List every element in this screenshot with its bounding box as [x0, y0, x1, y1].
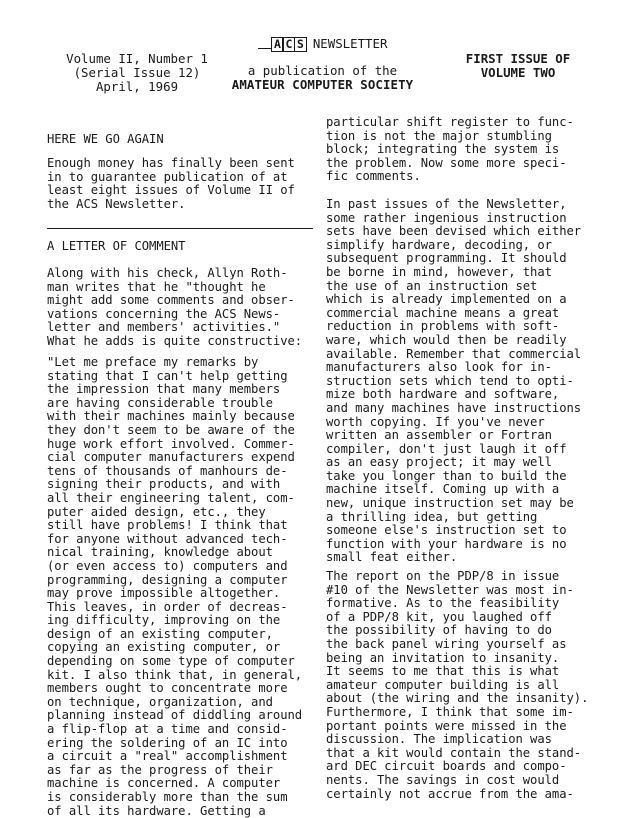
text-line: struction sets which tend to opti- [326, 373, 574, 388]
section-divider [47, 228, 313, 229]
text-line: puter aided design, etc., they [47, 504, 266, 519]
text-line: What he adds is quite constructive: [47, 333, 303, 348]
text-line: machine itself. Coming up with a [326, 482, 560, 497]
paragraph-letter-body [47, 356, 302, 818]
text-line: manufacturers also look for in- [326, 360, 552, 375]
text-line: certainly not accrue from the ama- [326, 786, 574, 801]
text-line: subsequent programming. It should [326, 251, 567, 266]
newsletter-label: NEWSLETTER [312, 36, 388, 51]
text-line: man writes that he "thought he [47, 279, 266, 294]
text-line: that a kit would contain the stand- [326, 745, 582, 760]
text-line: stating that I can't help getting [47, 368, 288, 383]
text-line: the back panel wiring yourself as [326, 636, 567, 651]
paragraph-continued [326, 116, 574, 184]
text-line: written an assembler or Fortran [326, 428, 552, 443]
text-line: being an invitation to insanity. [326, 650, 560, 665]
text-line: "Let me preface my remarks by [47, 355, 259, 369]
first-issue-line-1: FIRST ISSUE OF [465, 51, 571, 66]
paragraph-funding [47, 157, 295, 211]
text-line: #10 of the Newsletter was most in- [326, 582, 574, 597]
heading-letter-of-comment: A LETTER OF COMMENT [47, 239, 186, 253]
text-line: a flip-flop at a time and consid- [47, 722, 288, 737]
volume-number: Volume II, Number 1 [66, 51, 208, 66]
text-line: huge work effort involved. Commer- [47, 436, 295, 451]
text-line: the possibility of having to do [326, 623, 552, 638]
text-line: the impression that many members [47, 382, 281, 397]
text-line: design of an existing computer, [47, 626, 273, 641]
text-line: of all its hardware. Getting a [47, 803, 266, 818]
text-line: the use of an instruction set [326, 278, 538, 293]
text-line: ard DEC circuit boards and compo- [326, 759, 567, 774]
text-line: a circuit a "real" accomplishment [47, 749, 288, 764]
text-line: which is already implemented on a [326, 292, 567, 307]
text-line: tens of thousands of manhours de- [47, 463, 288, 478]
text-line: block; integrating the system is [326, 142, 560, 157]
text-line: formative. As to the feasibility [326, 596, 560, 611]
text-line: be borne in mind, however, that [326, 264, 552, 279]
text-line: It seems to me that this is what [326, 664, 560, 679]
text-line: depending on some type of computer [47, 654, 295, 669]
text-line: discussion. The implication was [326, 732, 552, 747]
text-line: particular shift register to func- [326, 115, 574, 129]
text-line: the problem. Now some more speci- [326, 155, 567, 170]
masthead-title [225, 36, 420, 92]
text-line: small feat either. [326, 550, 458, 565]
text-line: tion is not the major stumbling [326, 128, 552, 143]
text-line: may prove impossible altogether. [47, 586, 281, 601]
text-line: for anyone without advanced tech- [47, 531, 288, 546]
text-line: In past issues of the Newsletter, [326, 197, 567, 211]
text-line: are having considerable trouble [47, 395, 273, 410]
text-line: machine is concerned. A computer [47, 776, 281, 791]
text-line: cial computer manufacturers expend [47, 450, 295, 465]
issue-date: April, 1969 [95, 79, 179, 94]
text-line: and many machines have instructions [326, 400, 582, 415]
text-line: on technique, organization, and [47, 694, 273, 709]
text-line: signing their products, and with [47, 477, 281, 492]
text-line: ering the soldering of an IC into [47, 735, 288, 750]
text-line: as an easy project; it may well [326, 455, 552, 470]
text-line: take you longer than to build the [326, 468, 567, 483]
text-line: Enough money has finally been sent [47, 156, 295, 170]
text-line: ware, which would then be readily [326, 332, 567, 347]
text-line: might add some comments and obser- [47, 293, 295, 308]
logo-letter-s: S [294, 37, 307, 52]
text-line: nical training, knowledge about [47, 545, 273, 560]
logo-underline [258, 39, 272, 49]
text-line: about (the wiring and the insanity). [326, 691, 589, 706]
text-line: members ought to concentrate more [47, 681, 288, 696]
text-line: they don't seem to be aware of the [47, 422, 295, 437]
newsletter-logo [225, 36, 420, 52]
heading-here-we-go-again: HERE WE GO AGAIN [47, 132, 164, 146]
text-line: programming, designing a computer [47, 572, 288, 587]
text-line: someone else's instruction set to [326, 523, 567, 538]
text-line: Furthermore, I think that some im- [326, 704, 574, 719]
text-line: copying an existing computer, or [47, 640, 281, 655]
acs-logo [258, 37, 307, 52]
text-line: Along with his check, Allyn Roth- [47, 266, 288, 280]
text-line: in to guarantee publication of at [47, 169, 288, 184]
serial-issue: (Serial Issue 12) [73, 65, 201, 80]
issue-info [52, 52, 222, 94]
text-line: letter and members' activities." [47, 320, 281, 335]
text-line: reduction in problems with soft- [326, 319, 560, 334]
text-line: simplify hardware, decoding, or [326, 237, 552, 252]
text-line: (or even access to) computers and [47, 558, 288, 573]
text-line: portant points were missed in the [326, 718, 567, 733]
text-line: function with your hardware is no [326, 536, 567, 551]
text-line: still have problems! I think that [47, 518, 288, 533]
text-line: is considerably more than the sum [47, 790, 288, 804]
text-line: nents. The savings in cost would [326, 772, 560, 787]
text-line: mize both hardware and software, [326, 387, 560, 402]
text-line: all their engineering talent, com- [47, 490, 295, 505]
logo-letter-a: A [271, 37, 284, 52]
text-line: of a PDP/8 kit, you laughed off [326, 609, 552, 624]
text-line: commercial machine means a great [326, 305, 560, 320]
text-line: as far as the progress of their [47, 762, 273, 777]
first-issue-line-2: VOLUME TWO [480, 65, 556, 80]
text-line: sets have been devised which either [326, 224, 582, 239]
text-line: This leaves, in order of decreas- [47, 599, 288, 614]
text-line: with their machines mainly because [47, 409, 295, 424]
text-line: available. Remember that commercial [326, 346, 582, 361]
paragraph-letter-intro [47, 267, 302, 349]
publication-line: a publication of the [247, 63, 398, 78]
text-line: ing difficulty, improving on the [47, 613, 281, 628]
society-name: AMATEUR COMPUTER SOCIETY [231, 77, 414, 92]
text-line: least eight issues of Volume II of [47, 183, 295, 198]
paragraph-instruction-sets [326, 198, 581, 565]
text-line: planning instead of diddling around [47, 708, 303, 723]
text-line: new, unique instruction set may be [326, 496, 574, 511]
text-line: amateur computer building is all [326, 677, 560, 692]
text-line: compiler, don't just laugh it off [326, 441, 567, 456]
text-line: a thrilling idea, but getting [326, 509, 538, 524]
text-line: vations concerning the ACS News- [47, 306, 281, 321]
text-line: fic comments. [326, 169, 421, 184]
text-line: worth copying. If you've never [326, 414, 545, 429]
paragraph-pdp8-report [326, 570, 588, 801]
text-line: the ACS Newsletter. [47, 196, 186, 211]
text-line: The report on the PDP/8 in issue [326, 569, 560, 583]
text-line: kit. I also think that, in general, [47, 667, 303, 682]
logo-letter-c: C [282, 37, 295, 52]
first-issue-note [443, 52, 593, 80]
text-line: some rather ingenious instruction [326, 210, 567, 225]
